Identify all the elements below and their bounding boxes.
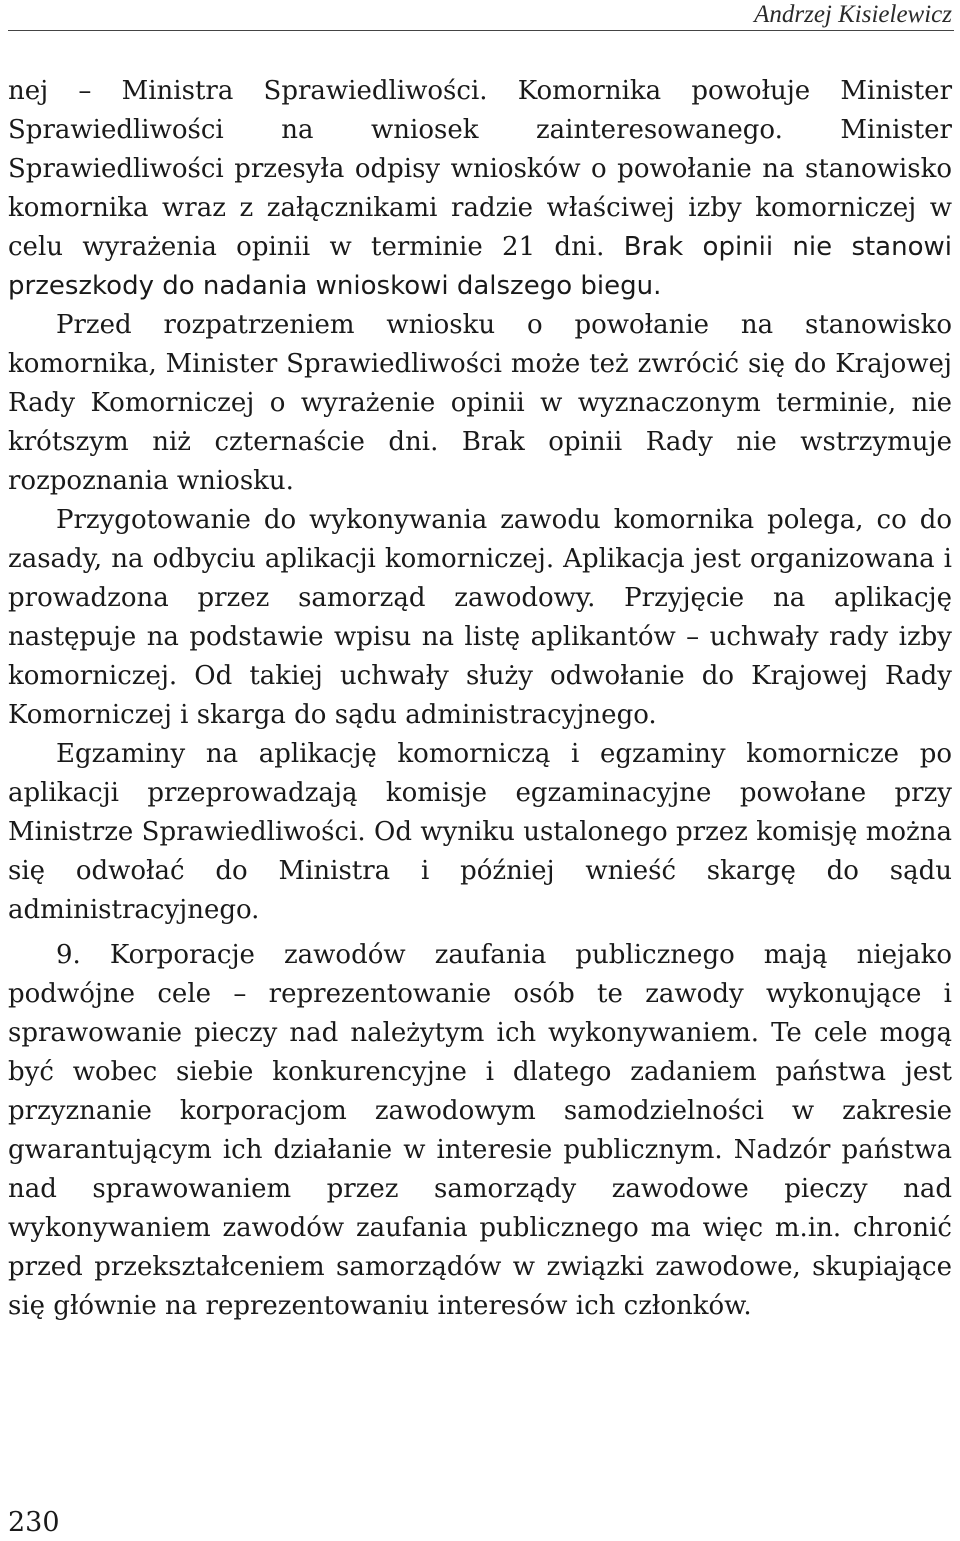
paragraph-3: Przygotowanie do wykonywania zawodu komornika polega, co do zasady, na odbyciu aplikacji komorniczej. Aplikacja jest organizowana i prowadzona przez samorząd zawodowy. Przyjęcie na aplikację następuje na podstawie wpisu na listę aplikantów – uchwały rady izby komorniczej. Od takiej uchwały służy odwołanie do Krajowej Rady Komorniczej i skarga do sądu administracyjnego. (8, 505, 952, 730)
paragraph-1 (8, 72, 952, 306)
header-rule (8, 30, 954, 31)
body-text (8, 72, 952, 1326)
running-header-author: Andrzej Kisielewicz (754, 1, 952, 28)
page-number: 230 (8, 1507, 60, 1538)
paragraph-2: Przed rozpatrzeniem wniosku o powołanie na stanowisko komornika, Minister Sprawiedliwości może też zwrócić się do Krajowej Rady Komorniczej o wyrażenie opinii w wyznaczonym terminie, nie krótszym niż czternaście dni. Brak opinii Rady nie wstrzymuje rozpoznania wniosku. (8, 310, 952, 496)
paragraph-5: 9. Korporacje zawodów zaufania publicznego mają niejako podwójne cele – reprezentowanie osób te zawody wykonujące i sprawowanie pieczy nad należytym ich wykonywaniem. Te cele mogą być wobec siebie konkurencyjne i dlatego zadaniem państwa jest przyznanie korporacjom zawodowym samodzielności w zakresie gwarantującym ich działanie w interesie publicznym. Nadzór państwa nad sprawowaniem przez samorządy zawodowe pieczy nad wykonywaniem zawodów zaufania publicznego ma więc m.in. chronić przed przekształceniem samorządów w związki zawodowe, skupiające się głównie na reprezentowaniu interesów ich członków. (8, 940, 952, 1321)
paragraph-4: Egzaminy na aplikację komorniczą i egzaminy komornicze po aplikacji przeprowadzają komisje egzaminacyjne powołane przy Ministrze Sprawiedliwości. Od wyniku ustalonego przez komisję można się odwołać do Ministra i później wnieść skargę do sądu administracyjnego. (8, 739, 952, 925)
paragraph-1-serif: nej – Ministra Sprawiedliwości. Komornika powołuje Minister Sprawiedliwości na wniosek zainteresowanego. Minister Sprawiedliwości przesyła odpisy wniosków o powołanie na stanowisko komornika wraz z załącznikami radzie właściwej izby komorniczej w celu wyrażenia opinii w terminie 21 dni. (8, 76, 952, 262)
paragraph-1-sans: Brak opinii nie stanowi przeszkody do nadania wnioskowi dalszego biegu. (8, 232, 952, 301)
